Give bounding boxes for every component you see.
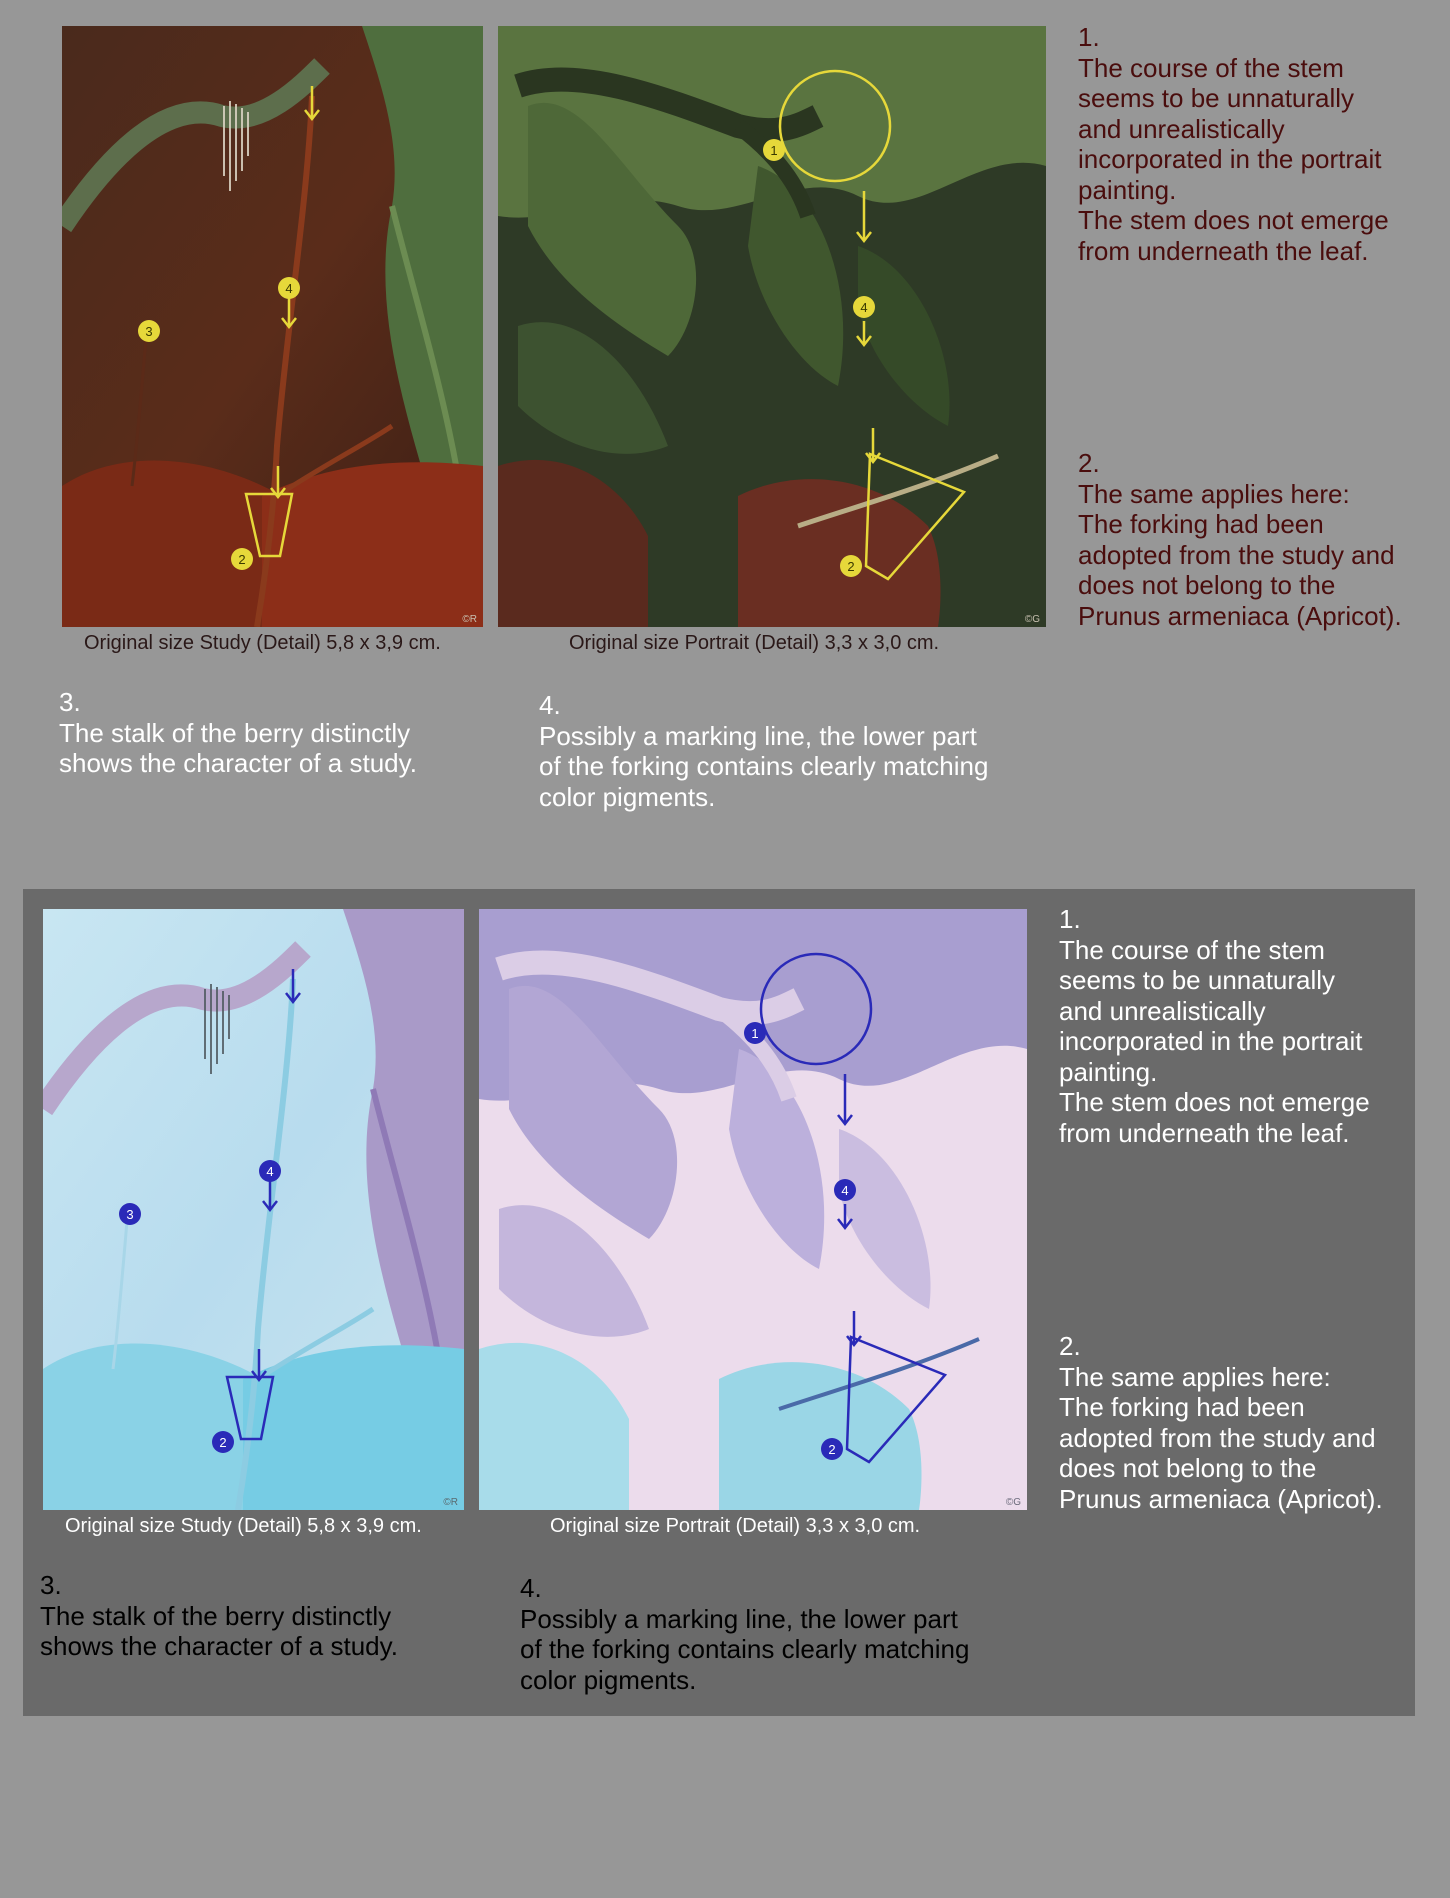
marker-2: 2 xyxy=(238,552,246,567)
note-line: 3. xyxy=(40,1570,62,1600)
note-line: The same applies here: xyxy=(1059,1361,1331,1392)
note-line: Prunus armeniaca (Apricot). xyxy=(1059,1483,1383,1514)
note-line: The stem does not emerge xyxy=(1059,1087,1370,1117)
note-line: 2. xyxy=(1059,1331,1081,1361)
note-line: painting. xyxy=(1059,1056,1158,1087)
note-line: 2. xyxy=(1078,448,1100,478)
study-caption: Original size Study (Detail) 5,8 x 3,9 cm. xyxy=(84,632,441,654)
study-detail-image-inverted xyxy=(43,909,464,1510)
study-caption-inverted: Original size Study (Detail) 5,8 x 3,9 cm. xyxy=(65,1515,422,1537)
note-line: of the forking contains clearly matching xyxy=(539,751,989,781)
marker-2: 2 xyxy=(219,1435,227,1450)
note-line: 4. xyxy=(520,1573,542,1603)
note-line: 1. xyxy=(1059,904,1081,934)
marker-4: 4 xyxy=(841,1183,849,1198)
note-line: The forking had been xyxy=(1078,509,1324,539)
note-line: The forking had been xyxy=(1059,1392,1305,1422)
note-4 xyxy=(539,690,988,812)
copyright-mark: ©G xyxy=(1005,1497,1021,1508)
note-line: does not belong to the xyxy=(1078,570,1336,600)
note-line: The same applies here: xyxy=(1078,478,1350,509)
note-line: does not belong to the xyxy=(1059,1453,1317,1483)
note-line: and unrealistically xyxy=(1078,113,1285,144)
note-line: painting. xyxy=(1078,174,1177,205)
note-line: from underneath the leaf. xyxy=(1078,235,1369,266)
note-line: adopted from the study and xyxy=(1059,1422,1376,1453)
note-line: incorporated in the portrait xyxy=(1059,1026,1363,1056)
copyright-mark: ©G xyxy=(1024,614,1040,625)
note-line: of the forking contains clearly matching xyxy=(520,1634,970,1664)
copyright-mark: ©R xyxy=(462,614,477,625)
note-line: Prunus armeniaca (Apricot). xyxy=(1078,600,1402,631)
note-line: 3. xyxy=(59,687,81,717)
copyright-mark: ©R xyxy=(443,1497,458,1508)
portrait-detail-image xyxy=(498,26,1046,627)
marker-4: 4 xyxy=(266,1164,274,1179)
portrait-caption: Original size Portrait (Detail) 3,3 x 3,0 cm. xyxy=(569,632,940,654)
note-line: 4. xyxy=(539,690,561,720)
note-line: and unrealistically xyxy=(1059,995,1266,1026)
note-4-inverted xyxy=(520,1573,969,1695)
note-line: Possibly a marking line, the lower part xyxy=(539,720,977,751)
note-2 xyxy=(1078,448,1402,631)
note-3-inverted xyxy=(40,1570,398,1662)
note-line: The course of the stem xyxy=(1059,934,1325,965)
note-1 xyxy=(1078,22,1389,266)
marker-2: 2 xyxy=(847,559,855,574)
marker-3: 3 xyxy=(145,324,153,339)
note-line: seems to be unnaturally xyxy=(1078,83,1355,113)
note-line: shows the character of a study. xyxy=(59,748,417,778)
note-3 xyxy=(59,687,417,779)
note-line: from underneath the leaf. xyxy=(1059,1117,1350,1148)
marker-1: 1 xyxy=(751,1026,759,1041)
note-line: Possibly a marking line, the lower part xyxy=(520,1603,958,1634)
portrait-detail-image-inverted xyxy=(479,909,1027,1510)
marker-4: 4 xyxy=(860,300,868,315)
note-line: 1. xyxy=(1078,22,1100,52)
note-line: seems to be unnaturally xyxy=(1059,965,1336,995)
note-line: The course of the stem xyxy=(1078,52,1344,83)
note-line: color pigments. xyxy=(539,781,716,812)
note-line: shows the character of a study. xyxy=(40,1631,398,1661)
marker-4: 4 xyxy=(285,281,293,296)
note-line: incorporated in the portrait xyxy=(1078,144,1382,174)
note-1-inverted xyxy=(1059,904,1370,1148)
note-line: adopted from the study and xyxy=(1078,539,1395,570)
portrait-caption-inverted: Original size Portrait (Detail) 3,3 x 3,0 cm. xyxy=(550,1515,921,1537)
marker-3: 3 xyxy=(126,1207,134,1222)
study-detail-image xyxy=(62,26,483,627)
note-2-inverted xyxy=(1059,1331,1383,1514)
marker-2: 2 xyxy=(828,1442,836,1457)
note-line: The stalk of the berry distinctly xyxy=(59,717,411,748)
marker-1: 1 xyxy=(770,143,778,158)
note-line: The stem does not emerge xyxy=(1078,205,1389,235)
note-line: color pigments. xyxy=(520,1664,697,1695)
note-line: The stalk of the berry distinctly xyxy=(40,1600,392,1631)
